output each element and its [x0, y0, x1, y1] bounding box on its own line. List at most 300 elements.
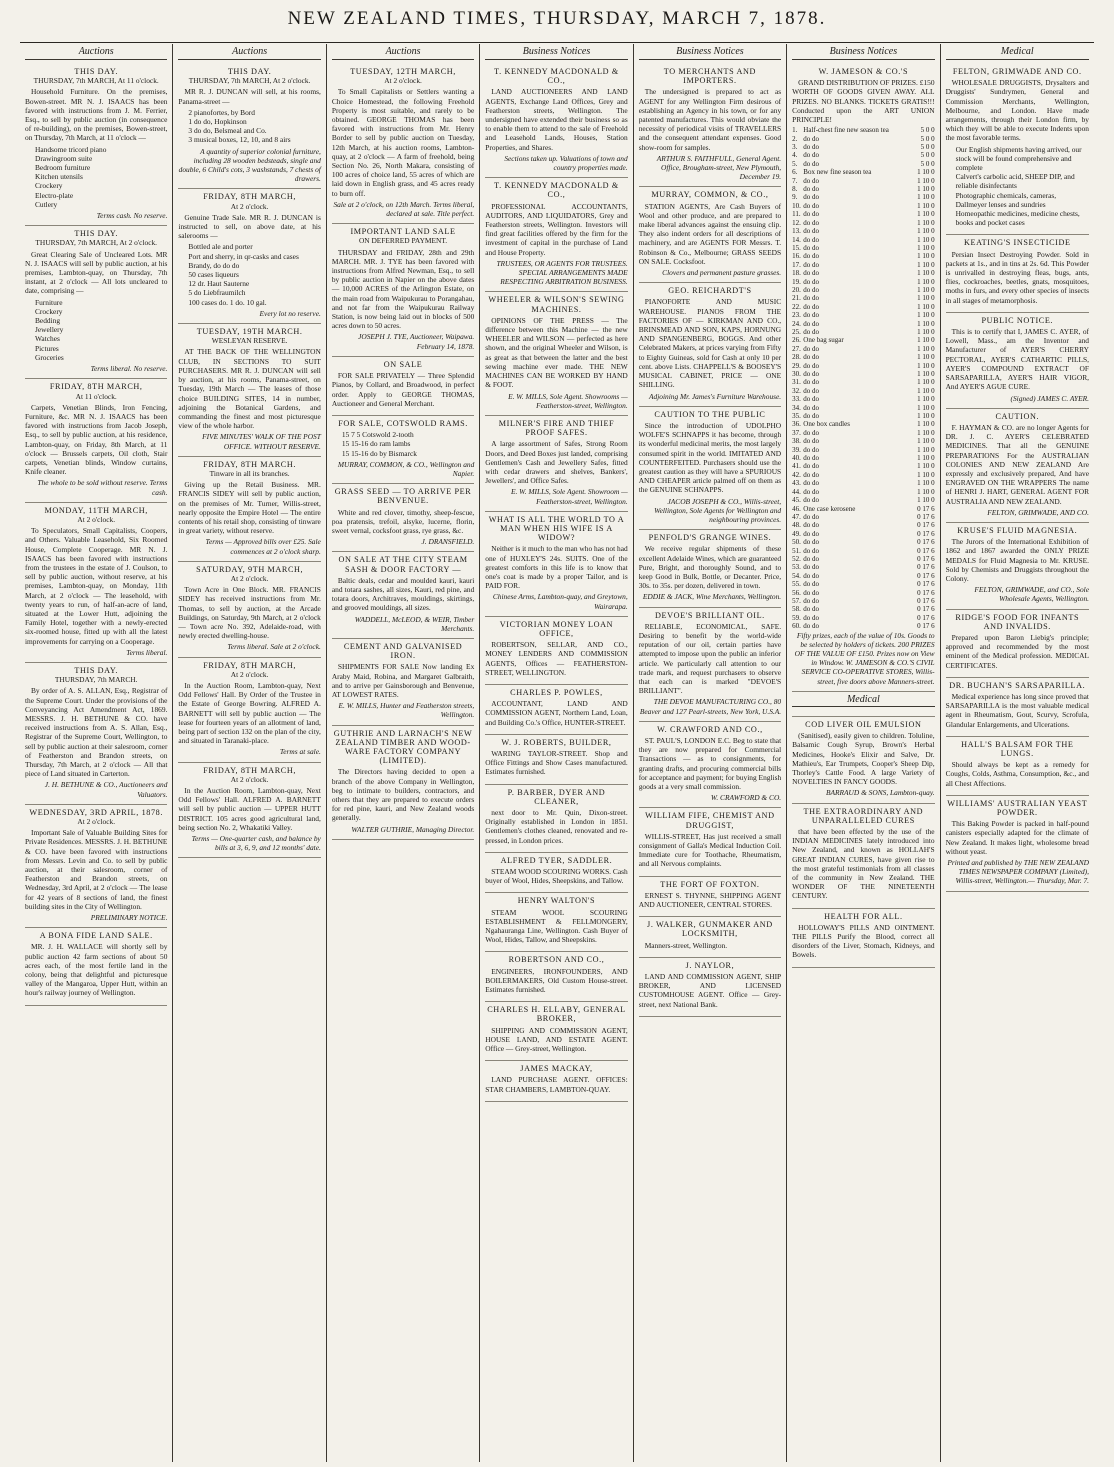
- ad-body: Persian Insect Destroying Powder. Sold in packets at 1s., and in tins at 2s. 6d. This Powder is unrivalled in destroying fleas, bugs, ants, flies, cockroaches, beetles, gnats, mosquitoes, moths in furs, and every other species of insects in all stages of metamorphosis.: [945, 249, 1089, 305]
- prize-description: do do: [803, 235, 820, 244]
- prize-number: 41.: [792, 462, 801, 471]
- prize-value: 1 10 0: [917, 487, 935, 496]
- prize-value: 1 10 0: [917, 462, 935, 471]
- prize-number: 42.: [792, 470, 801, 479]
- prize-description: do do: [803, 563, 820, 572]
- advertisement: [639, 722, 781, 809]
- list-item: Furniture: [35, 297, 63, 307]
- prize-number: 32.: [792, 386, 801, 395]
- prize-value: 0 17 6: [917, 596, 935, 605]
- advertisement: [485, 292, 627, 415]
- table-row: [792, 160, 934, 168]
- ad-body: Genuine Trade Sale. MR R. J. DUNCAN is instructed to sell, on above date, at his salerooms —: [178, 212, 321, 241]
- ad-body: We receive regular shipments of these excellent Adelaide Wines, which are guaranteed Pure, Bright, and thoroughly Sound, and to keep Good in Bulk, Bottle, or Decanter. Price, 30s. to 35s. per dozen, delivered in town.: [638, 544, 782, 591]
- prize-value: 1 10 0: [917, 285, 935, 294]
- prize-number: 47.: [792, 512, 801, 521]
- ad-footer: Sale at 2 o'clock, on 12th March. Terms liberal, declared at sale. Title perfect.: [333, 199, 475, 219]
- ad-headline: IMPORTANT LAND SALE: [350, 227, 456, 237]
- prize-number: 18.: [792, 269, 801, 278]
- advertisement: [792, 804, 934, 909]
- table-row: [792, 336, 934, 344]
- ad-body: Prepared upon Baron Liebig's principle; approved and recommended by the most eminent of the Medical profession. MEDICAL CERTIFICATES.: [945, 632, 1089, 670]
- ad-body: STEAM WOOL SCOURING ESTABLISHMENT & FELLMONGERY, Ngahauranga Line, Wellington. Cash Buyer of Wool, Hides, Tallow, and Sheepskins.: [485, 907, 628, 945]
- advertisement: [946, 235, 1089, 312]
- ad-footer: JOSEPH J. TYE, Auctioneer, Waipawa. February 14, 1878.: [358, 332, 475, 351]
- advertisement: [485, 1061, 627, 1102]
- table-row: [792, 269, 934, 277]
- list-item: Handsome tricord piano: [35, 144, 107, 154]
- ad-body: Giving up the Retail Business. MR. FRANCIS SIDEY will sell by public auction, on the premises of Mr. Turner, Willis-street, nearly opposite the Empire Hotel — The entire contents of his retail shop, consisting of tinware in great variety, without reserve.: [178, 480, 321, 536]
- prize-description: do do: [803, 277, 820, 286]
- ad-dateline: THURSDAY, 7th MARCH, At 2 o'clock.: [35, 238, 158, 248]
- table-row: [792, 437, 934, 445]
- ad-dateline: At 2 o'clock.: [230, 774, 269, 784]
- ad-footer: Terms at sale.: [279, 747, 321, 757]
- ad-footer: JACOB JOSEPH & CO., Willis-street, Wellington, Sole Agents for Wellington and neighbouring provinces.: [654, 496, 782, 524]
- prize-value: 1 10 0: [917, 454, 935, 463]
- ad-headline: T. KENNEDY MACDONALD & CO.,: [494, 181, 619, 200]
- ad-dateline: THURSDAY, 7th MARCH, At 2 o'clock.: [188, 76, 311, 86]
- prize-number: 13.: [792, 227, 801, 236]
- prize-description: do do: [803, 403, 820, 412]
- advertisement: [178, 763, 320, 859]
- table-row: [792, 572, 934, 580]
- ad-headline: PENFOLD'S GRANGE WINES.: [648, 533, 772, 543]
- table-row: [792, 294, 934, 302]
- table-row: [792, 210, 934, 218]
- prize-description: do do: [803, 462, 820, 471]
- advertisement: [332, 416, 474, 484]
- ad-headline: FRIDAY, 8TH MARCH,: [49, 382, 143, 392]
- ad-headline: DEVOE'S BRILLIANT OIL.: [655, 610, 765, 620]
- prize-value: 1 10 0: [917, 496, 935, 505]
- prize-value: 1 10 0: [917, 412, 935, 421]
- prize-value: 1 10 0: [917, 327, 935, 336]
- prize-description: do do: [803, 571, 820, 580]
- column-heading: Business Notices: [792, 46, 934, 60]
- ad-headline: WHAT IS ALL THE WORLD TO A MAN WHEN HIS WIFE IS A WIDOW?: [488, 514, 625, 543]
- ad-body: SHIPMENTS FOR SALE Now landing Ex Araby Maid, Robina, and Margaret Galbraith, and to arrive per Gainsborough and Benvenue, AT LOWEST RATES.: [331, 662, 475, 699]
- prize-value: 1 10 0: [917, 378, 935, 387]
- ad-footer: Terms cash. No reserve.: [96, 211, 168, 221]
- ad-headline: TO MERCHANTS AND IMPORTERS.: [663, 67, 757, 86]
- prize-value: 1 10 0: [917, 302, 935, 311]
- prize-number: 58.: [792, 605, 801, 614]
- advertisement: [485, 685, 627, 735]
- prize-number: 37.: [792, 428, 801, 437]
- ad-dateline: ON DEFERRED PAYMENT.: [358, 236, 448, 246]
- ad-dateline: WESLEYAN RESERVE.: [211, 336, 288, 346]
- prize-description: do do: [803, 470, 820, 479]
- list-item: 100 cases do. 1 do. 10 gal.: [188, 297, 267, 307]
- table-row: [792, 454, 934, 462]
- prize-list-table: [792, 126, 934, 630]
- table-row: [792, 362, 934, 370]
- ad-body: SHIPPING AND COMMISSION AGENT, HOUSE LAND, AND ESTATE AGENT. Office — Grey-street, Wellington.: [485, 1025, 628, 1054]
- prize-description: do do: [803, 185, 820, 194]
- prize-number: 21.: [792, 294, 801, 303]
- table-row: [792, 219, 934, 227]
- prize-description: do do: [803, 605, 820, 614]
- table-row: [792, 597, 934, 605]
- table-row: [792, 479, 934, 487]
- ad-dateline: THURSDAY, 7th MARCH.: [54, 675, 138, 685]
- ad-headline: GRASS SEED — TO ARRIVE PER BENVENUE.: [334, 487, 472, 506]
- ad-body: In the Auction Room, Lambton-quay, Next Odd Fellows' Hall. By Order of the Trustee in the Estate of George Bowring. ALFRED A. BARNETT will sell by public auction — The lease for fourteen years of an allotment of land, being part of section 132 on the plan of the city, and situated in Taranaki-place.: [178, 680, 321, 746]
- ad-headline: MILNER'S FIRE AND THIEF PROOF SAFES.: [498, 418, 615, 438]
- advertisement: [946, 523, 1089, 610]
- ad-body: Since the introduction of UDOLPHO WOLFE'S SCHNAPPS it has become, through its wonderful medicinal merits, the most largely consumed spirit in the world. IMITATED AND COUNTERFEITED. Purchasers should use the greatest caution as they will have a SPURIOUS AND CHEAPER article palmed off on them as the GENUINE SCHNAPPS.: [638, 420, 782, 495]
- prize-description: One box candles: [803, 420, 850, 429]
- prize-value: 0 17 6: [917, 554, 935, 563]
- prize-number: 3.: [792, 143, 798, 152]
- prize-description: do do: [803, 294, 820, 303]
- list-item: Brandy, do do do: [188, 260, 240, 270]
- list-item: 50 cases liqueurs: [188, 270, 239, 280]
- ad-headline: TUESDAY, 19TH MARCH.: [196, 327, 303, 337]
- ad-footer: Printed and published by THE NEW ZEALAND TIMES NEWSPAPER COMPANY (Limited), Willis-street, Wellington.— Thursday, Mar. 7.: [947, 858, 1089, 886]
- prize-description: One case kerosene: [803, 504, 856, 513]
- advertisement: [792, 717, 934, 804]
- prize-description: do do: [803, 260, 820, 269]
- newspaper-columns: [20, 44, 1094, 1462]
- ad-body: Manners-street, Wellington.: [644, 940, 728, 950]
- prize-description: do do: [803, 395, 820, 404]
- prize-value: 1 10 0: [917, 311, 935, 320]
- prize-value: 1 10 0: [917, 403, 935, 412]
- advertisement: [485, 785, 627, 853]
- prize-number: 22.: [792, 302, 801, 311]
- column-heading: Business Notices: [639, 46, 781, 60]
- list-item: 15 15-16 do by Bismarck: [341, 448, 417, 458]
- prize-description: do do: [803, 386, 820, 395]
- prize-value: 1 10 0: [917, 260, 935, 269]
- ad-footer: Terms liberal. No reserve.: [90, 364, 168, 374]
- prize-value: 1 10 0: [917, 210, 935, 219]
- table-row: [792, 521, 934, 529]
- list-item: Homeopathic medicines, medicine chests, books and pocket cases: [955, 209, 1080, 228]
- advertisement: [639, 608, 781, 722]
- prize-description: do do: [803, 227, 820, 236]
- ad-body: MR. J. H. WALLACE will shortly sell by public auction 42 farm sections of about 50 acres each, of the most fertile land in the colony, being that delightful and picturesque valley of the Mangaroa, Upper Hutt, within an hour's railway journey of Wellington.: [25, 942, 168, 998]
- table-row: [792, 605, 934, 613]
- prize-number: 4.: [792, 151, 798, 160]
- table-row: [792, 387, 934, 395]
- prize-description: do do: [803, 361, 820, 370]
- prize-description: do do: [803, 554, 820, 563]
- prize-number: 16.: [792, 252, 801, 261]
- ad-body: that have been effected by the use of the INDIAN MEDICINES lately introduced into New Zealand, and known as HOLLAH'S GREAT INDIAN CURES, have given rise to the most grateful testimonials from all classes of the community in New Zealand. THE WONDER OF THE NINETEENTH CENTURY.: [792, 827, 935, 901]
- ad-body: LAND AND COMMISSION AGENT, SHIP BROKER, AND LICENSED CUSTOMHOUSE AGENT. Office — Grey-street, next National Bank.: [638, 972, 782, 1009]
- prize-number: 12.: [792, 218, 801, 227]
- ad-headline: THIS DAY.: [74, 67, 119, 76]
- ad-headline: MURRAY, COMMON, & CO.,: [651, 190, 769, 200]
- prize-description: do do: [803, 252, 820, 261]
- ad-headline: VICTORIAN MONEY LOAN OFFICE,: [499, 619, 614, 638]
- advertisement: [178, 562, 320, 658]
- prize-number: 50.: [792, 538, 801, 547]
- table-row: [792, 193, 934, 201]
- table-row: [792, 168, 934, 176]
- ad-headline: TUESDAY, 12TH MARCH,: [350, 67, 456, 76]
- ad-headline: GUTHRIE AND LARNACH'S NEW ZEALAND TIMBER AND WOOD-WARE FACTORY COMPANY (LIMITED).: [333, 728, 473, 766]
- prize-value: 1 10 0: [917, 470, 935, 479]
- ad-headline: W. J. ROBERTS, BUILDER,: [501, 737, 612, 747]
- ad-footer: Clovers and permanent pasture grasses.: [662, 268, 782, 278]
- list-item: Watches: [35, 334, 60, 344]
- advertisement: [25, 64, 167, 226]
- column-1: [20, 44, 173, 1462]
- advertisement: [946, 796, 1089, 892]
- prize-value: 0 17 6: [917, 588, 935, 597]
- table-row: [792, 622, 934, 630]
- advertisement: [639, 808, 781, 876]
- table-row: [792, 252, 934, 260]
- ad-item-list: [35, 298, 167, 362]
- prize-number: 44.: [792, 487, 801, 496]
- ad-headline: HENRY WALTON'S: [517, 896, 596, 906]
- prize-number: 17.: [792, 260, 801, 269]
- table-row: [792, 143, 934, 151]
- ad-footer: Fifty prizes, each of the value of 10s. Goods to be selected by holders of tickets. 200 PRIZES OF THE VALUE OF £150. Prizes now on View in Window. W. JAMESON & CO.'S CIVIL SERVICE CO-OPERATIVE STORES, Willis-street, five doors above Manners-street.: [794, 630, 935, 686]
- ad-headline: FOR SALE, COTSWOLD RAMS.: [338, 418, 468, 428]
- ad-headline: ON SALE AT THE CITY STEAM SASH & DOOR FACTORY —: [338, 555, 468, 574]
- table-row: [792, 303, 934, 311]
- advertisement: [485, 952, 627, 1002]
- ad-headline: A BONA FIDE LAND SALE.: [39, 931, 153, 941]
- ad-body: Town Acre in One Block. MR. FRANCIS SIDEY has received instructions from Mr. Thomas, to sell by auction, at the Arcade Buildings, on Saturday, 9th March, at 2 o'clock — Town acre No. 392, Adelaide-road, with newly erected dwelling-house.: [178, 585, 321, 641]
- prize-value: 0 17 6: [917, 529, 935, 538]
- table-row: [792, 446, 934, 454]
- prize-number: 6.: [792, 168, 798, 177]
- prize-number: 48.: [792, 521, 801, 530]
- ad-body: ST. PAUL'S, LONDON E.C. Beg to state that they are now prepared for Commercial Transactions — as to consignments, for granting drafts, and procuring commercial bills for acceptance and payment; for buying English goods at a very small commission.: [638, 736, 782, 792]
- ad-headline: THIS DAY.: [227, 67, 272, 76]
- advertisement: [178, 658, 320, 763]
- prize-value: 0 17 6: [917, 546, 935, 555]
- prize-number: 7.: [792, 176, 798, 185]
- ad-body: Carpets, Venetian Blinds, Iron Fencing, Furniture, &c. MR N. J. ISAACS has been favored with instructions from Jacob Joseph, Esq., to sell by public auction, at his residence, Lambton-quay, on Friday, 8th March, at 11 o'clock — Brussels carpets, Oil cloth, Stair carpets, Venetian blinds, Window curtains, Knife cleaner.: [25, 402, 168, 477]
- prize-value: 1 10 0: [917, 428, 935, 437]
- ad-footer: (Signed) JAMES C. AYER.: [1010, 393, 1089, 403]
- table-row: [792, 236, 934, 244]
- advertisement: [25, 226, 167, 379]
- advertisement: [639, 187, 781, 283]
- advertisement: [178, 189, 320, 324]
- list-item: 2 pianofortes, by Bord: [188, 107, 255, 117]
- ad-headline: THIS DAY.: [74, 229, 119, 239]
- ad-footer: TRUSTEES, OR AGENTS FOR TRUSTEES. SPECIAL ARRANGEMENTS MADE RESPECTING ARBITRATION BUSINESS.: [496, 258, 628, 287]
- ad-headline: GEO. REICHARDT'S: [668, 286, 752, 296]
- table-row: [792, 370, 934, 378]
- table-row: [792, 135, 934, 143]
- ad-footer: WADDELL, McLEOD, & WEIR, Timber Merchants.: [354, 614, 475, 633]
- advertisement: [639, 917, 781, 958]
- advertisement: [639, 407, 781, 530]
- ad-footer: Terms liberal. Sale at 2 o'clock.: [227, 642, 321, 652]
- prize-value: 1 10 0: [917, 193, 935, 202]
- prize-description: do do: [803, 580, 820, 589]
- prize-value: 1 10 0: [917, 252, 935, 261]
- table-row: [792, 513, 934, 521]
- prize-description: do do: [803, 546, 820, 555]
- ad-dateline: At 2 o'clock.: [230, 669, 269, 679]
- ad-footer: The whole to be sold without reserve. Terms cash.: [37, 478, 168, 497]
- prize-value: 1 10 0: [917, 185, 935, 194]
- prize-value: 1 10 0: [917, 420, 935, 429]
- table-row: [792, 471, 934, 479]
- ad-footer: PRELIMINARY NOTICE.: [90, 913, 168, 923]
- ad-headline: PUBLIC NOTICE.: [981, 315, 1054, 325]
- prize-number: 24.: [792, 319, 801, 328]
- prize-number: 19.: [792, 277, 801, 286]
- prize-number: 60.: [792, 622, 801, 631]
- prize-description: do do: [803, 151, 820, 160]
- prize-description: do do: [803, 437, 820, 446]
- prize-description: One bag sugar: [803, 336, 844, 345]
- prize-description: do do: [803, 479, 820, 488]
- ad-headline: WILLIAM FIFE, CHEMIST AND DRUGGIST,: [645, 811, 775, 830]
- prize-description: do do: [803, 193, 820, 202]
- ad-body: To Speculators, Small Capitalists, Coopers, and Others. Valuable Leasehold, Six Roomed House, Complete Cooperage. MR N. J. ISAACS has been favored with instructions from the trustees in the estate of J. Coulson, to sell by public auction, without reserve, at his premises, Lambton-quay, on Monday, 11th March, at 2 o'clock — The leasehold, with twenty years to run, of half-an-acre of land, situated at the Lower Hutt, adjoining the Family Hotel, together with a newly-erected six-roomed house, fitted up with all the latest improvements for carrying on a Cooperage.: [25, 526, 168, 646]
- prize-number: 23.: [792, 311, 801, 320]
- prize-number: 28.: [792, 353, 801, 362]
- ad-headline: FELTON, GRIMWADE AND CO.: [952, 67, 1082, 76]
- ad-body: ERNEST S. THYNNE, SHIPPING AGENT AND AUCTIONEER, CENTRAL STORES.: [638, 890, 782, 910]
- prize-value: 1 10 0: [917, 294, 935, 303]
- ad-body: Great Clearing Sale of Uncleared Lots. MR N. J. ISAACS will sell by public auction, at his premises, Lambton-quay, on Thursday, 7th instant, at 2 o'clock — All lots uncleared to date, comprising —: [25, 249, 168, 296]
- ad-dateline: At 11 o'clock.: [75, 391, 117, 401]
- ad-headline: JAMES MACKAY,: [520, 1064, 593, 1074]
- prize-description: do do: [803, 176, 820, 185]
- list-item: Bottled ale and porter: [188, 242, 253, 252]
- ad-headline: CHARLES P. POWLES,: [510, 687, 603, 697]
- prize-value: 1 10 0: [917, 319, 935, 328]
- prize-number: 10.: [792, 201, 801, 210]
- ad-footer: Sections taken up. Valuations of town and country properties made.: [504, 153, 628, 173]
- advertisement: [946, 610, 1089, 678]
- list-item: 3 do do, Belsmeal and Co.: [188, 126, 267, 136]
- prize-number: 29.: [792, 361, 801, 370]
- prize-number: 52.: [792, 554, 801, 563]
- prize-value: 5 0 0: [920, 134, 935, 143]
- table-row: [792, 395, 934, 403]
- advertisement: [178, 64, 320, 189]
- list-item: Drawingroom suite: [35, 153, 93, 163]
- ad-dateline: At 2 o'clock.: [77, 817, 116, 827]
- ad-footer: THE DEVOE MANUFACTURING CO., 80 Beaver and 127 Pearl-streets, New York, U.S.A.: [639, 697, 782, 716]
- prize-description: do do: [803, 311, 820, 320]
- prize-description: do do: [803, 370, 820, 378]
- prize-number: 39.: [792, 445, 801, 454]
- table-row: [792, 530, 934, 538]
- table-row: [792, 227, 934, 235]
- ad-body: WILLIS-STREET, Has just received a small consignment of Galla's Medical Induction Coil. Immediate cure for Toothache, Rheumatism, and all Nervous complaints.: [638, 831, 782, 869]
- prize-description: do do: [803, 210, 820, 219]
- advertisement: [25, 663, 167, 805]
- advertisement: [639, 530, 781, 607]
- prize-number: 49.: [792, 529, 801, 538]
- advertisement: [485, 735, 627, 785]
- table-row: [792, 580, 934, 588]
- column-heading: Medical: [946, 46, 1089, 60]
- table-row: [792, 420, 934, 428]
- ad-headline: FRIDAY, 8TH MARCH,: [203, 765, 296, 775]
- column-heading: Business Notices: [485, 46, 627, 60]
- prize-description: do do: [803, 344, 820, 353]
- ad-item-list: [956, 145, 1089, 228]
- ad-headline: W. JAMESON & CO.'S: [818, 67, 909, 76]
- prize-value: 0 17 6: [917, 512, 935, 521]
- column-5: [634, 44, 787, 1462]
- ad-body: Neither is it much to the man who has not had one of HUXLEY'S 24s. SUITS. One of the greatest comforts in this life is to know that one's coat is made by a proper Tailor, and is PAID FOR.: [485, 544, 628, 591]
- prize-description: Box new fine season tea: [803, 168, 872, 177]
- ad-body: MR R. J. DUNCAN will sell, at his rooms, Panama-street —: [178, 87, 321, 106]
- column-heading: Auctions: [25, 46, 167, 60]
- table-row: [792, 538, 934, 546]
- prize-description: do do: [803, 487, 820, 496]
- ad-headline: CAUTION TO THE PUBLIC: [654, 409, 766, 419]
- advertisement: [639, 64, 781, 187]
- prize-number: 57.: [792, 596, 801, 605]
- ad-body: Important Sale of Valuable Building Sites for Private Residences. MESSRS. J. H. BETHUNE & CO. have been favored with instructions from Messrs. Levin and Co. to sell by public auction, at their salesroom, corner of Featherston and Brandon streets, on Wednesday, 3rd April, at 2 o'clock — The lease for 42 years of 8 sections of land, the finest building sites in the City of Wellington.: [25, 828, 168, 911]
- prize-value: 0 17 6: [917, 622, 935, 631]
- advertisement: [485, 178, 627, 292]
- advertisement: [178, 457, 320, 562]
- advertisement: [639, 283, 781, 406]
- list-item: Cutlery: [35, 199, 58, 209]
- ad-body: ROBERTSON, SELLAR, AND CO., MONEY LENDERS AND COMMISSION AGENTS, Offices — FEATHERSTON-STREET, WELLINGTON.: [485, 640, 628, 677]
- prize-number: 20.: [792, 285, 801, 294]
- ad-item-list: [188, 108, 320, 145]
- prize-value: 1 10 0: [917, 479, 935, 488]
- prize-description: do do: [803, 412, 820, 421]
- table-row: [792, 589, 934, 597]
- prize-description: do do: [803, 201, 820, 210]
- ad-body: In the Auction Room, Lambton-quay, Next Odd Fellows' Hall. ALFRED A. BARNETT will sell by public auction — UPPER HUTT DISTRICT. 105 acres good agricultural land, being section No. 2, Whakatiki Valley.: [178, 786, 321, 832]
- table-row: [792, 614, 934, 622]
- prize-description: do do: [803, 319, 820, 328]
- prize-number: 55.: [792, 580, 801, 589]
- list-item: 3 musical boxes, 12, 10, and 8 airs: [188, 135, 291, 145]
- ad-headline: FRIDAY, 8TH MARCH.: [203, 459, 296, 469]
- ad-footer: FELTON, GRIMWADE, and CO., Sole Wholesale Agents, Wellington.: [974, 585, 1089, 604]
- advertisement: [485, 617, 627, 685]
- prize-number: 43.: [792, 479, 801, 488]
- table-row: [792, 496, 934, 504]
- column-heading: Auctions: [178, 46, 320, 60]
- advertisement: [485, 416, 627, 512]
- ad-footer: FELTON, GRIMWADE, AND CO.: [987, 507, 1089, 517]
- table-row: [792, 151, 934, 159]
- ad-headline: ROBERTSON AND CO.,: [508, 955, 605, 965]
- ad-body: By order of A. S. ALLAN, Esq., Registrar of the Supreme Court. Under the provisions of the Conveyancing Act Amendment Act, 1869. MESSRS. J. H. BETHUNE & CO. have received instructions from A. S. Allan, Esq., Registrar of the Supreme Court, Wellington, to sell by public auction at their salesroom, corner of Featherston and Brandon streets, on Thursday, 7th March, at 2 o'clock — All that piece of Land situated in Carterton.: [25, 686, 168, 779]
- section-heading: [792, 692, 934, 717]
- ad-body: WARING TAYLOR-STREET. Shop and Office Fittings and Show Cases manufactured. Estimates furnished.: [485, 749, 628, 777]
- ad-body: This Baking Powder is packed in half-pound canisters especially adapted for the climate of New Zealand. It makes light, wholesome bread without yeast.: [945, 819, 1089, 856]
- advertisement: [946, 678, 1089, 737]
- table-row: [792, 353, 934, 361]
- advertisement: [485, 64, 627, 178]
- prize-value: 1 10 0: [917, 361, 935, 370]
- table-row: [792, 320, 934, 328]
- list-item: Crockery: [35, 306, 63, 316]
- ad-footer: A quantity of superior colonial furniture, including 28 wooden bedsteads, single and double, 6 Child's cots, 3 washstands, 7 chests of drawers.: [178, 146, 321, 184]
- ad-body: White and red clover, timothy, sheep-fescue, poa pratensis, trefoil, alsyke, lucerne, florin, sweet vernal, cocksfoot grass, rye grass, &c.: [331, 507, 475, 535]
- ad-headline: MONDAY, 11TH MARCH,: [44, 505, 148, 515]
- prize-description: do do: [803, 285, 820, 294]
- ad-body: Should always be kept as a remedy for Coughs, Colds, Asthma, Consumption, &c., and all Chest Affections.: [945, 760, 1089, 788]
